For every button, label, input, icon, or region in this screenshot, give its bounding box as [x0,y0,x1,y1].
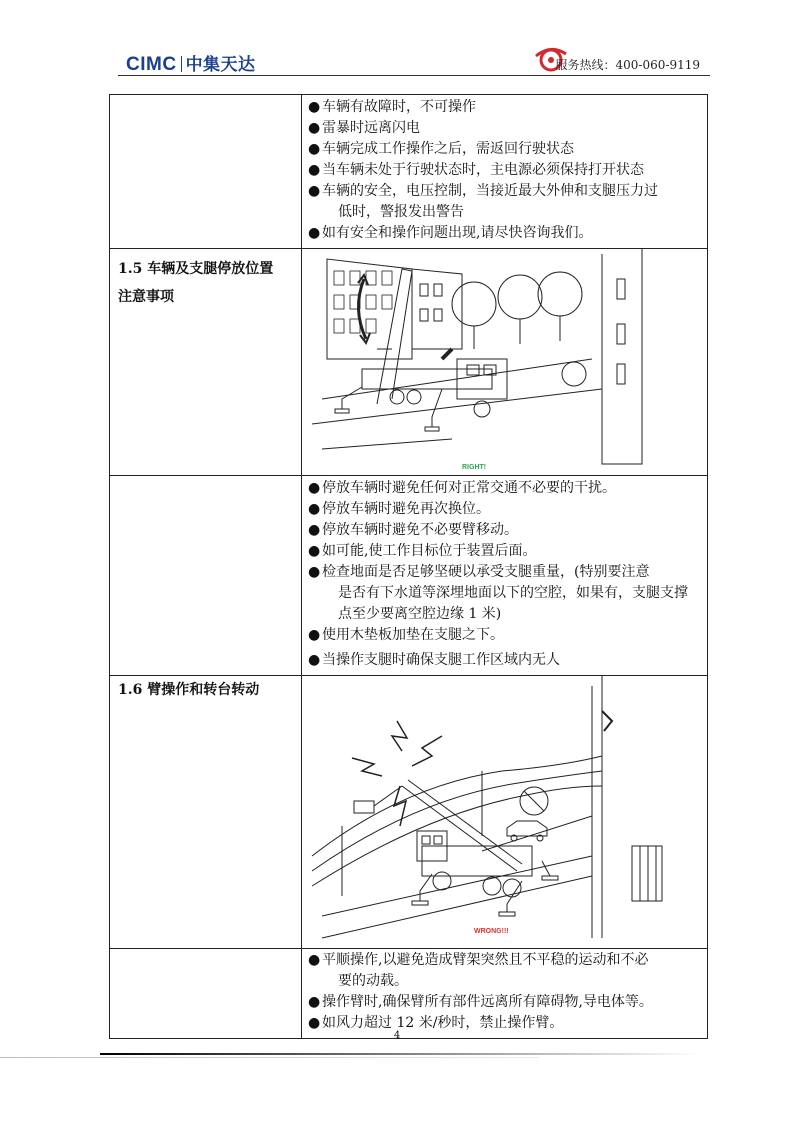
table-row [110,249,708,476]
list-item: ● 操作臂时,确保臂所有部件远离所有障碍物,导电体等。 [308,994,653,1010]
crane-powerline-drawing [302,676,707,948]
header-divider [118,75,710,76]
boom-bullet-list [302,949,707,1038]
service-hotline: 服务热线：400-060-9119 [555,58,700,72]
left-cell [110,249,302,476]
wrong-caption: WRONG!!! [474,928,509,935]
table-row [110,476,708,676]
list-item: ● 如有安全和操作问题出现,请尽快咨询我们。 [308,225,593,241]
right-cell [302,249,708,476]
logo-text-en: CIMC [126,54,177,75]
logo-text-cn: 中集天达 [185,55,256,74]
list-item: ● 车辆有故障时，不可操作 [308,99,476,115]
list-item: ● 车辆的安全，电压控制，当接近最大外伸和支腿压力过 低时，警报发出警告 [308,183,658,220]
list-item: ● 车辆完成工作操作之后，需返回行驶状态 [308,141,574,157]
boom-illustration [302,676,707,948]
list-item: ● 雷暴时远离闪电 [308,120,420,136]
footer-divider [100,1053,700,1055]
left-cell-empty [110,949,302,1039]
list-item: ● 如风力超过 12 米/秒时，禁止操作臂。 [308,1015,564,1031]
page-header [118,44,708,76]
parking-illustration [302,249,707,475]
left-cell-empty [110,95,302,249]
list-item: ● 停放车辆时避免不必要臂移动。 [308,522,518,538]
list-item: ● 停放车辆时避免任何对正常交通不必要的干扰。 [308,480,616,496]
section-title: 1.6 臂操作和转台转动 [118,682,260,698]
section-title: 1.5 车辆及支腿停放位置 注意事项 [118,261,274,305]
crane-parking-drawing [302,249,707,475]
table-row [110,949,708,1039]
right-cell [302,476,708,676]
table-row [110,676,708,949]
list-item: ● 平顺操作,以避免造成臂架突然且不平稳的运动和不必 要的动载。 [308,952,649,989]
list-item: ● 使用木垫板加垫在支腿之下。 [308,627,504,643]
right-cell [302,949,708,1039]
list-item: ● 当操作支腿时确保支腿工作区域内无人 [308,652,560,668]
right-cell [302,676,708,949]
right-caption: RIGHT! [462,464,487,471]
list-item: ● 停放车辆时避免再次换位。 [308,501,490,517]
page-number: 4 [393,1030,401,1041]
company-logo [126,50,256,76]
list-item: ● 当车辆未处于行驶状态时，主电源必须保持打开状态 [308,162,644,178]
list-item: ● 检查地面是否足够坚硬以承受支腿重量，(特别要注意 是否有下水道等深埋地面以下的空腔，如果有，支腿支撑点至少要离空腔边缘 1 米) [308,564,688,622]
content-table [109,94,708,1039]
table-row [110,95,708,249]
safety-bullet-list [302,95,707,248]
parking-bullet-list [302,476,707,675]
left-cell [110,676,302,949]
right-cell [302,95,708,249]
footer-divider-shadow [0,1057,540,1058]
left-cell-empty [110,476,302,676]
list-item: ● 如可能,使工作目标位于装置后面。 [308,543,537,559]
